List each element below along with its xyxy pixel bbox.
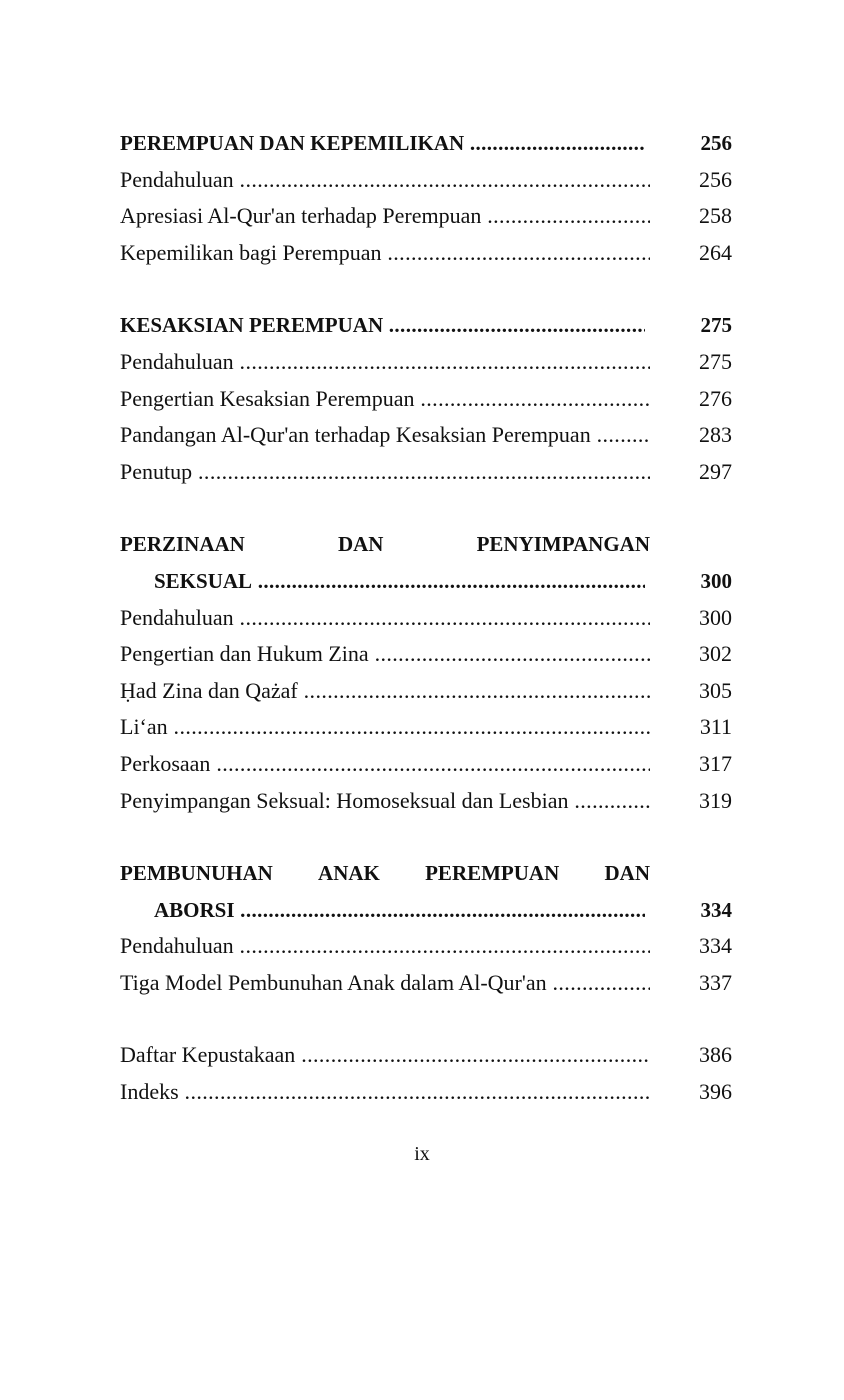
toc-section (120, 1037, 732, 1110)
heading-word: ANAK (318, 861, 380, 886)
toc-entry[interactable] (120, 1074, 732, 1111)
heading-word: PERZINAAN (120, 532, 245, 557)
toc-entry[interactable] (120, 198, 732, 235)
toc-entry[interactable] (120, 746, 732, 783)
toc-heading[interactable] (120, 307, 732, 344)
entry-title: Perkosaan ..... (120, 746, 650, 783)
heading-word: PENYIMPANGAN (476, 532, 650, 557)
toc-entry[interactable] (120, 673, 732, 710)
toc-entry[interactable] (120, 783, 732, 820)
entry-title: Li‘an ..... (120, 709, 650, 746)
heading-title: KESAKSIAN PEREMPUAN ..... (120, 307, 645, 344)
heading-word: PEREMPUAN (425, 861, 560, 886)
entry-page: 305 (699, 677, 732, 703)
entry-title: Pendahuluan ..... (120, 928, 650, 965)
heading-page: 256 (700, 131, 732, 155)
toc-section (120, 125, 732, 271)
toc-entry[interactable] (120, 965, 732, 1002)
entry-title: Pandangan Al-Qur'an terhadap Kesaksian Perempuan ..... (120, 417, 650, 454)
entry-page: 334 (699, 933, 732, 959)
toc-entry[interactable] (120, 709, 732, 746)
toc-entry[interactable] (120, 381, 732, 418)
toc-entry[interactable] (120, 928, 732, 965)
entry-page: 311 (699, 714, 732, 740)
toc-heading[interactable] (120, 563, 732, 600)
toc-entry[interactable] (120, 600, 732, 637)
entry-page: 258 (699, 203, 732, 229)
entry-page: 319 (699, 787, 732, 813)
heading-word: DAN (337, 532, 384, 557)
toc-section (120, 307, 732, 490)
entry-title: Pendahuluan ..... (120, 344, 650, 381)
entry-page: 317 (699, 750, 732, 776)
entry-title: Indeks ..... (120, 1074, 650, 1111)
toc-heading[interactable] (120, 125, 732, 162)
entry-page: 256 (699, 166, 732, 192)
entry-page: 386 (699, 1042, 732, 1068)
entry-page: 283 (699, 422, 732, 448)
entry-title: Penyimpangan Seksual: Homoseksual dan Lesbian ..... (120, 783, 650, 820)
entry-page: 396 (699, 1079, 732, 1105)
heading-word: DAN (604, 861, 650, 886)
toc-entry[interactable] (120, 417, 732, 454)
heading-page: 275 (700, 313, 732, 338)
entry-page: 302 (699, 641, 732, 667)
entry-title: Daftar Kepustakaan ..... (120, 1037, 650, 1074)
entry-page: 276 (699, 385, 732, 411)
toc-entry[interactable] (120, 344, 732, 381)
entry-title: Ḥad Zina dan Qażaf ..... (120, 673, 650, 710)
toc-entry[interactable] (120, 1037, 732, 1074)
page-number: ix (414, 1143, 430, 1165)
entry-page: 300 (699, 604, 732, 630)
toc-entry[interactable] (120, 235, 732, 272)
entry-title: Kepemilikan bagi Perempuan ..... (120, 235, 650, 272)
toc-entry[interactable] (120, 162, 732, 199)
heading-page: 334 (700, 897, 732, 922)
heading-title: ABORSI ..... (120, 892, 645, 929)
entry-title: Penutup ..... (120, 454, 650, 491)
heading-first-line (120, 526, 650, 563)
toc-heading[interactable] (120, 892, 732, 929)
heading-word: PEMBUNUHAN (120, 861, 273, 886)
table-of-contents (120, 125, 732, 1147)
entry-page: 275 (699, 348, 732, 374)
entry-page: 337 (699, 969, 732, 995)
toc-entry[interactable] (120, 636, 732, 673)
entry-page: 297 (699, 458, 732, 484)
entry-page: 264 (699, 239, 732, 265)
entry-title: Pendahuluan ..... (120, 600, 650, 637)
toc-entry[interactable] (120, 454, 732, 491)
heading-first-line (120, 855, 650, 892)
heading-page: 300 (700, 568, 732, 593)
entry-title: Apresiasi Al-Qur'an terhadap Perempuan ..... (120, 198, 650, 235)
entry-title: Tiga Model Pembunuhan Anak dalam Al-Qur'an ..... (120, 965, 650, 1002)
heading-title: SEKSUAL ..... (120, 563, 645, 600)
toc-section (120, 855, 732, 1001)
toc-section (120, 526, 732, 819)
entry-title: Pengertian Kesaksian Perempuan ..... (120, 381, 650, 418)
entry-title: Pendahuluan ..... (120, 162, 650, 199)
heading-title: PEREMPUAN DAN KEPEMILIKAN ..... (120, 125, 645, 162)
entry-title: Pengertian dan Hukum Zina ..... (120, 636, 650, 673)
